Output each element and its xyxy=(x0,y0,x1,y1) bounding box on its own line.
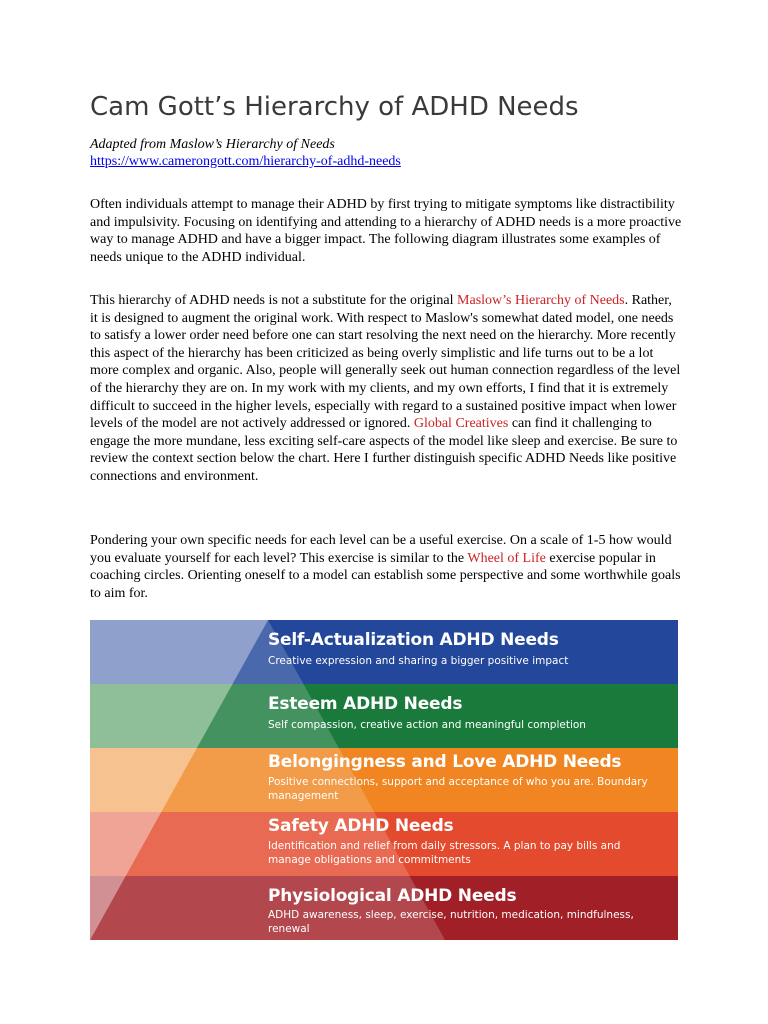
paragraph-text: This hierarchy of ADHD needs is not a substitute for the original xyxy=(90,293,458,308)
subtitle: Adapted from Maslow’s Hierarchy of Needs xyxy=(90,137,335,152)
intro-paragraph: Often individuals attempt to manage their ADHD by first trying to mitigate symptoms like distractibility and impulsivity. Focusing on identifying and attending to a hierarchy of ADHD needs is a more proactive way to manage ADHD and have a bigger impact. The following diagram illustrates some examples of needs unique to the ADHD individual. xyxy=(90,197,682,265)
level-description: Creative expression and sharing a bigger positive impact xyxy=(268,655,569,667)
level-title: Physiological ADHD Needs xyxy=(268,886,517,906)
level-title: Belongingness and Love ADHD Needs xyxy=(268,752,622,772)
context-paragraph xyxy=(90,292,682,486)
global-creatives-link[interactable]: Global Creatives xyxy=(413,416,509,432)
page-title: Cam Gott’s Hierarchy of ADHD Needs xyxy=(90,92,579,122)
paragraph-text: exercise popular in coaching circles. Orienting oneself to a model can establish some perspective and some worthwhile goals to aim for. xyxy=(90,550,681,601)
level-description: Identification and relief from daily stressors. A plan to pay bills and manage obligations and commitments xyxy=(268,840,621,866)
pyramid-level-esteem xyxy=(90,684,678,748)
wheel-of-life-link[interactable]: Wheel of Life xyxy=(467,550,546,566)
pyramid-level-self-actualization xyxy=(90,620,678,684)
source-link[interactable]: https://www.camerongott.com/hierarchy-of-adhd-needs xyxy=(90,154,401,169)
level-description: ADHD awareness, sleep, exercise, nutrition, medication, mindfulness, renewal xyxy=(268,909,634,935)
maslow-link[interactable]: Maslow’s Hierarchy of Needs xyxy=(457,293,625,308)
level-title: Safety ADHD Needs xyxy=(268,816,454,836)
paragraph-text: can find it challenging to engage the more mundane, less exciting self-care aspects of the model like sleep and exercise. Be sure to review the context section below the chart. Here I further distinguish specific ADHD Needs like positive connections and environment. xyxy=(90,416,678,484)
paragraph-text: . Rather, it is designed to augment the original work. With respect to Maslow's somewhat dated model, one needs to satisfy a lower order need before one can start resolving the next need on the hierarchy. More recently this aspect of the hierarchy has been criticized as being overly simplistic and life turns out to be a lot more complex and organic. Also, people will generally seek out human connection regardless of the level of the hierarchy they are on. In my work with my clients, and my own efforts, I find that it is extremely difficult to succeed in the higher levels, especially with regard to a sustained positive impact when lower levels of the model are not actively addressed or ignored. xyxy=(90,293,681,432)
adhd-needs-pyramid xyxy=(90,620,678,940)
paragraph-text: Pondering your own specific needs for each level can be a useful exercise. On a scale of 1-5 how would you evaluate yourself for each level? This exercise is similar to the xyxy=(90,533,672,566)
pyramid-level-belongingness xyxy=(90,748,678,812)
pyramid-level-safety xyxy=(90,812,678,876)
pyramid-level-physiological xyxy=(90,876,678,940)
level-title: Esteem ADHD Needs xyxy=(268,694,463,714)
exercise-paragraph xyxy=(90,532,682,602)
level-title: Self-Actualization ADHD Needs xyxy=(268,630,559,650)
level-description: Positive connections, support and acceptance of who you are. Boundary management xyxy=(268,776,648,802)
level-description: Self compassion, creative action and meaningful completion xyxy=(268,719,586,731)
